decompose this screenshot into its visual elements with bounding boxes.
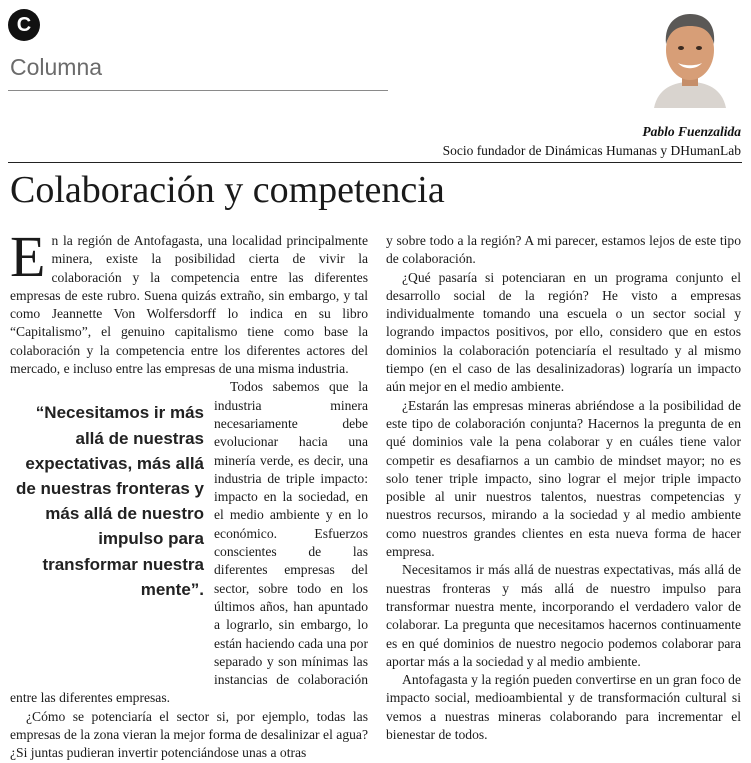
section-divider — [8, 90, 388, 91]
author-name: Pablo Fuenzalida — [642, 124, 741, 139]
paragraph-2: Todos sabemos que la industria minera necesariamente debe evolucionar hacia una minería verde, es decir, una industria de triple impacto: impacto en la sociedad, en el medio ambiente y en lo económico. Esfuerzos conscientes de las diferentes empresas del sector, sobre todo en los últimos años, han apuntado a lograrlo, sin embargo, lo están haciendo cada una por separado y son mínimas las instancias de colaboración entre las diferentes empresas. — [10, 379, 368, 706]
section-label: Columna — [10, 54, 103, 80]
article-title: Colaboración y competencia — [10, 169, 445, 211]
paragraph-7: Antofagasta y la región pueden convertirse en un gran foco de impacto social, medioambiental y de transformación cultural si vemos a nuestras mineras colaborando para incrementar el bienestar de todos. — [386, 672, 741, 743]
pull-quote-box — [10, 382, 208, 686]
paragraph-intro — [10, 224, 368, 378]
pull-quote: “Necesitamos ir más allá de nuestras expectativas, más allá de nuestras fronteras y más allá de nuestro impulso para transformar nuestra mente”. — [15, 403, 204, 599]
paragraph-3: ¿Cómo se potenciaría el sector si, por ejemplo, todas las empresas de la zona vieran la mejor forma de desalinizar el agua? ¿Si juntas pudieran invertir potenciándose unas a otras — [10, 708, 368, 761]
article-column-right — [386, 232, 741, 744]
column-badge: C — [8, 9, 40, 41]
author-role: Socio fundador de Dinámicas Humanas y DHumanLab — [442, 143, 741, 158]
title-divider — [8, 162, 742, 163]
author-photo — [652, 8, 728, 108]
paragraph-6: Necesitamos ir más allá de nuestras expectativas, más allá de nuestras fronteras y más allá de nuestro impulso para transformar nuestra mente, incorporando el verdadero valor de colaborar. La pregunta que necesitamos hacernos continuamente es en qué dominios de nuestro negocio podemos colaborar para aportar más a la sociedad y al medio ambiente. — [386, 562, 741, 669]
dropcap: E — [10, 224, 46, 289]
paragraph-intro-text: n la región de Antofagasta, una localidad principalmente minera, existe la posibilidad cierta de vivir la colaboración y la competencia entre las diferentes empresas de este rubro. Suena quizás extraño, sin embargo, y tal como Jeannette Von Wolfersdorff lo indica en su libro “Capitalismo”, el genuino capitalismo tiene como base la colaboración y la competencia entre los diferentes actores del mercado, e incluso entre las empresas de una misma industria. — [10, 233, 368, 377]
author-byline — [443, 122, 741, 160]
paragraph-3-continued: y sobre todo a la región? A mi parecer, estamos lejos de este tipo de colaboración. — [386, 233, 741, 267]
article-column-left — [10, 224, 368, 763]
paragraph-4: ¿Qué pasaría si potenciaran en un programa conjunto el desarrollo social de la región? He visto a empresas individualmente tomando una escuela o un sector social y logrando impactos positivos, por ello, considero que en estos dominios la colaboración potenciaría el resultado y al mismo tiempo (en el caso de las desalinizadoras) lograría un impacto aún mejor en el medio ambiente. — [386, 269, 741, 395]
paragraph-5: ¿Estarán las empresas mineras abriéndose a la posibilidad de este tipo de colaboración conjunta? Hacernos la pregunta de en qué dominios vale la pena colaborar y en cuáles tiene valor competir es desafiarnos a un cambio de mindset mayor; no es solo tener triple impacto, sino lograr el mejor triple impacto posible al unir nuestros talentos, nuestras competencias y nuestros recursos, mirando a la sociedad y al medio ambiente como nuestros grandes clientes en esta nueva forma de hacer empresa. — [386, 397, 741, 560]
